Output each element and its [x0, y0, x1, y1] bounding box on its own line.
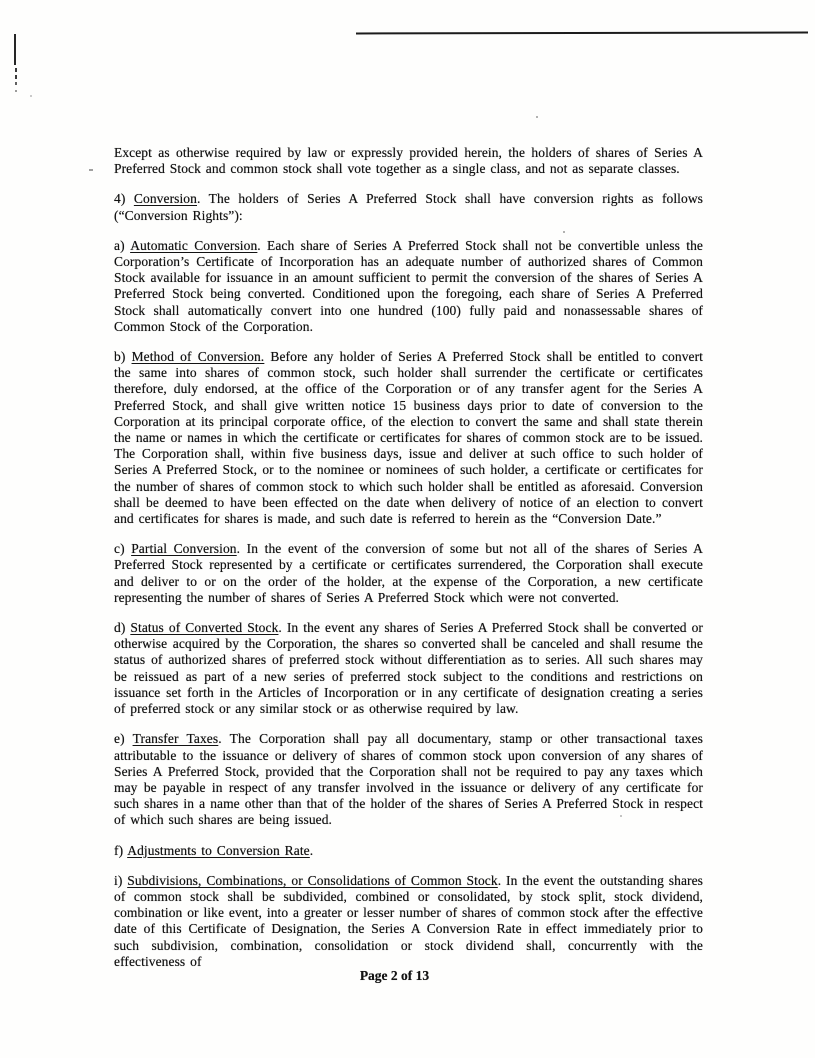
clause-prefix: b)	[114, 349, 132, 365]
clause-body: . In the event the outstanding shares of common stock shall be subdivided, combined or consolidated, by stock split, stock dividend, combination or like event, into a greater or lesser number of shares of common stock after the effective date of this Certificate of Designation, the Series A Conversion Rate in effect immediately prior to such subdivision, combination, consolidation or stock dividend shall, concurrently with the effectiveness of	[114, 872, 703, 969]
clause-heading: Automatic Conversion	[130, 237, 258, 253]
scan-artifact-dash	[15, 90, 17, 92]
scan-artifact-dash	[15, 82, 17, 85]
clause-body: Except as otherwise required by law or expressly provided herein, the holders of shares of Series A Preferred Stock and common stock shall vote together as a single class, and not as separate classes.	[114, 145, 703, 177]
clause-a-automatic-conversion	[114, 238, 703, 335]
clause-body: . Each share of Series A Preferred Stock shall not be convertible unless the Corporation’s Certificate of Incorporation has an adequate number of authorized shares of Common Stock available for issuance in an amount sufficient to permit the conversion of the shares of Series A Preferred Stock being converted. Conditioned upon the foregoing, each share of Series A Preferred Stock shall automatically convert into one hundred (100) fully paid and nonassessable shares of Common Stock of the Corporation.	[114, 237, 704, 334]
scan-noise-dot	[30, 95, 32, 97]
clause-heading: Partial Conversion	[131, 541, 237, 557]
clause-heading: Transfer Taxes	[132, 731, 219, 747]
page-number-footer: Page 2 of 13	[359, 968, 430, 983]
scan-artifact-vertical-line	[14, 34, 16, 65]
clause-d-status-of-converted-stock	[114, 620, 703, 717]
clause-heading: Subdivisions, Combinations, or Consolidations of Common Stock	[127, 872, 498, 888]
clause-prefix: a)	[114, 237, 131, 253]
clause-body: . The holders of Series A Preferred Stock shall have conversion rights as follows (“Conversion Rights”):	[114, 191, 704, 223]
clause-body: .	[309, 842, 314, 858]
clause-prefix: d)	[114, 620, 131, 636]
clause-prefix: c)	[114, 541, 132, 557]
clause-b-method-of-conversion	[114, 349, 703, 527]
scan-noise-dot	[536, 116, 538, 118]
clause-body: Before any holder of Series A Preferred Stock shall be entitled to convert the same into shares of common stock, such holder shall surrender the certificate or certificates therefore, duly endorsed, at the office of the Corporation or of any transfer agent for the Series A Preferred Stock, and shall give written notice 15 business days prior to date of conversion to the Corporation at its principal corporate office, of the election to convert the same and shall state therein the name or names in which the certificate or certificates for shares of common stock are to be issued. The Corporation shall, within five business days, issue and deliver at such office to such holder of Series A Preferred Stock, or to the nominee or nominees of such holder, a certificate or certificates for the number of shares of common stock to which such holder shall be entitled as aforesaid. Conversion shall be deemed to have been effected on the date when delivery of notice of an election to convert and certificates for shares is made, and such date is referred to herein as the “Conversion Date.”	[114, 349, 704, 527]
document-body	[114, 145, 703, 984]
clause-prefix: 4)	[114, 191, 134, 207]
clause-body: . In the event any shares of Series A Preferred Stock shall be converted or otherwise acquired by the Corporation, the shares so converted shall be canceled and shall resume the status of authorized shares of preferred stock without differentiation as to series. All such shares may be reissued as part of a new series of preferred stock subject to the conditions and restrictions on issuance set forth in the Articles of Incorporation or in any certificate of designation creating a series of preferred stock or any similar stock or as otherwise required by law.	[114, 620, 703, 717]
clause-f-adjustments-to-conversion-rate	[114, 843, 703, 859]
clause-prefix: f)	[114, 842, 128, 858]
clause-heading: Method of Conversion.	[131, 349, 265, 365]
scan-artifact-dash	[15, 75, 17, 79]
clause-prefix: i)	[114, 872, 128, 888]
header-rule-line	[356, 32, 808, 35]
clause-heading: Conversion	[133, 191, 197, 207]
clause-body: . In the event of the conversion of some but not all of the shares of Series A Preferred Stock represented by a certificate or certificates surrendered, the Corporation shall execute and deliver to or on the order of the holder, at the expense of the Corporation, a new certificate representing the number of shares of Series A Preferred Stock which were not converted.	[114, 541, 703, 605]
scan-artifact-tick	[89, 169, 93, 171]
clause-prefix: e)	[114, 731, 133, 747]
clause-e-transfer-taxes	[114, 731, 703, 828]
clause-c-partial-conversion	[114, 541, 703, 606]
clause-heading: Status of Converted Stock	[130, 620, 279, 636]
clause-4-conversion	[114, 191, 703, 223]
clause-i-subdivisions-combinations-consolidations	[114, 873, 703, 970]
scan-artifact-dash	[15, 68, 17, 72]
clause-body: . The Corporation shall pay all documentary, stamp or other transactional taxes attributable to the issuance or delivery of shares of common stock upon conversion of any shares of Series A Preferred Stock, provided that the Corporation shall not be required to pay any taxes which may be payable in respect of any transfer involved in the issuance or delivery of any certificate for such shares in a name other than that of the holder of the shares of Series A Preferred Stock in respect of which such shares are being issued.	[114, 731, 703, 828]
clause-heading: Adjustments to Conversion Rate	[127, 842, 310, 858]
paragraph-voting-intro	[114, 145, 703, 177]
